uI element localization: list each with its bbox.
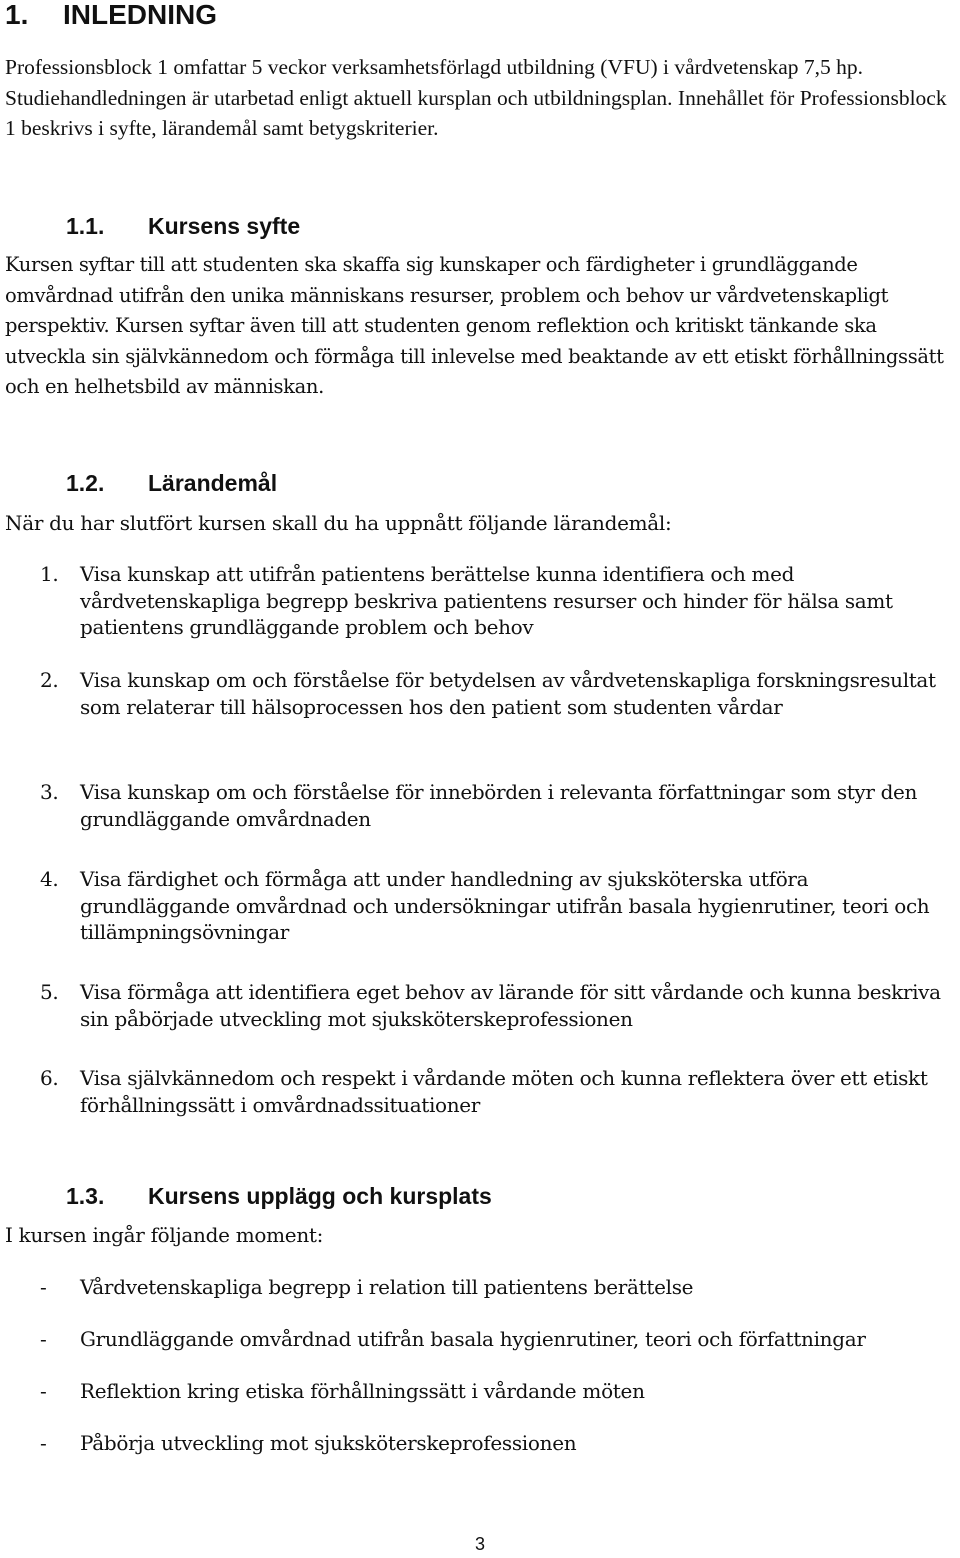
chapter-title: INLEDNING (63, 0, 217, 30)
list-item (0, 561, 960, 641)
list-item (0, 1065, 960, 1118)
intro-paragraph: Professionsblock 1 omfattar 5 veckor verksamhetsförlagd utbildning (VFU) i vårdvetenskap 7,5 hp. Studiehandledningen är utarbetad enligt aktuell kursplan och utbildningsplan. Innehållet för Professionsblock 1 beskrivs i syfte, lärandemål samt betygskriterier. (5, 55, 947, 140)
item-text: Grundläggande omvårdnad utifrån basala hygienrutiner, teori och författningar (80, 1327, 866, 1351)
section-heading-syfte (66, 212, 300, 240)
item-text: Visa självkännedom och respekt i vårdande möten och kunna reflektera över ett etiskt förhållningssätt i omvårdnadssituationer (80, 1066, 928, 1117)
page-number: 3 (474, 1534, 485, 1554)
dash-bullet: - (40, 1379, 47, 1403)
chapter-heading (5, 0, 217, 32)
list-item (0, 779, 960, 832)
upplagg-lead: I kursen ingår följande moment: (5, 1223, 324, 1247)
moment-list (0, 1274, 960, 1482)
dash-bullet: - (40, 1431, 47, 1455)
item-text: Reflektion kring etiska förhållningssätt i vårdande möten (80, 1379, 645, 1403)
item-text: Påbörja utveckling mot sjuksköterskeprofessionen (80, 1431, 577, 1455)
item-text: Visa färdighet och förmåga att under handledning av sjuksköterska utföra grundläggande omvårdnad och undersökningar utifrån basala hygienrutiner, teori och tillämpningsövningar (80, 867, 930, 944)
list-item (0, 1378, 960, 1430)
section-heading-larandemal (66, 469, 277, 497)
item-number: 2. (40, 668, 59, 692)
section-title: Lärandemål (148, 470, 278, 496)
item-number: 4. (40, 867, 59, 891)
item-text: Visa förmåga att identifiera eget behov av lärande för sitt vårdande och kunna beskriva sin påbörjade utveckling mot sjuksköterskeprofessionen (80, 980, 941, 1031)
section-heading-upplagg (66, 1182, 492, 1210)
section-number: 1.2. (66, 470, 105, 496)
item-number: 1. (40, 562, 59, 586)
dash-bullet: - (40, 1327, 47, 1351)
syfte-paragraph: Kursen syftar till att studenten ska skaffa sig kunskaper och färdigheter i grundläggande omvårdnad utifrån den unika människans resurser, problem och behov ur vårdvetenskapligt perspektiv. Kursen syftar även till att studenten genom reflektion och kritiskt tänkande ska utveckla sin självkännedom och förmåga till inlevelse med beaktande av ett etiskt förhållningssätt och en helhetsbild av människan. (5, 253, 944, 398)
list-item (0, 667, 960, 720)
section-number: 1.3. (66, 1183, 105, 1209)
list-item (0, 1274, 960, 1326)
section-number: 1.1. (66, 213, 105, 239)
larandemal-lead: När du har slutfört kursen skall du ha uppnått följande lärandemål: (5, 511, 672, 535)
section-title: Kursens syfte (148, 213, 301, 239)
item-text: Vårdvetenskapliga begrepp i relation till patientens berättelse (80, 1275, 694, 1299)
section-title: Kursens upplägg och kursplats (148, 1183, 492, 1209)
list-item (0, 1326, 960, 1378)
list-item (0, 979, 960, 1032)
item-text: Visa kunskap om och förståelse för innebörden i relevanta författningar som styr den grundläggande omvårdnaden (80, 780, 918, 831)
list-item (0, 1430, 960, 1482)
dash-bullet: - (40, 1275, 47, 1299)
item-number: 6. (40, 1066, 59, 1090)
chapter-number: 1. (5, 0, 29, 30)
item-number: 5. (40, 980, 59, 1004)
item-text: Visa kunskap att utifrån patientens berättelse kunna identifiera och med vårdvetenskapliga begrepp beskriva patientens resurser och hinder för hälsa samt patientens grundläggande problem och behov (80, 562, 893, 639)
list-item (0, 866, 960, 946)
item-text: Visa kunskap om och förståelse för betydelsen av vårdvetenskapliga forskningsresultat som relaterar till hälsoprocessen hos den patient som studenten vårdar (80, 668, 936, 719)
item-number: 3. (40, 780, 59, 804)
